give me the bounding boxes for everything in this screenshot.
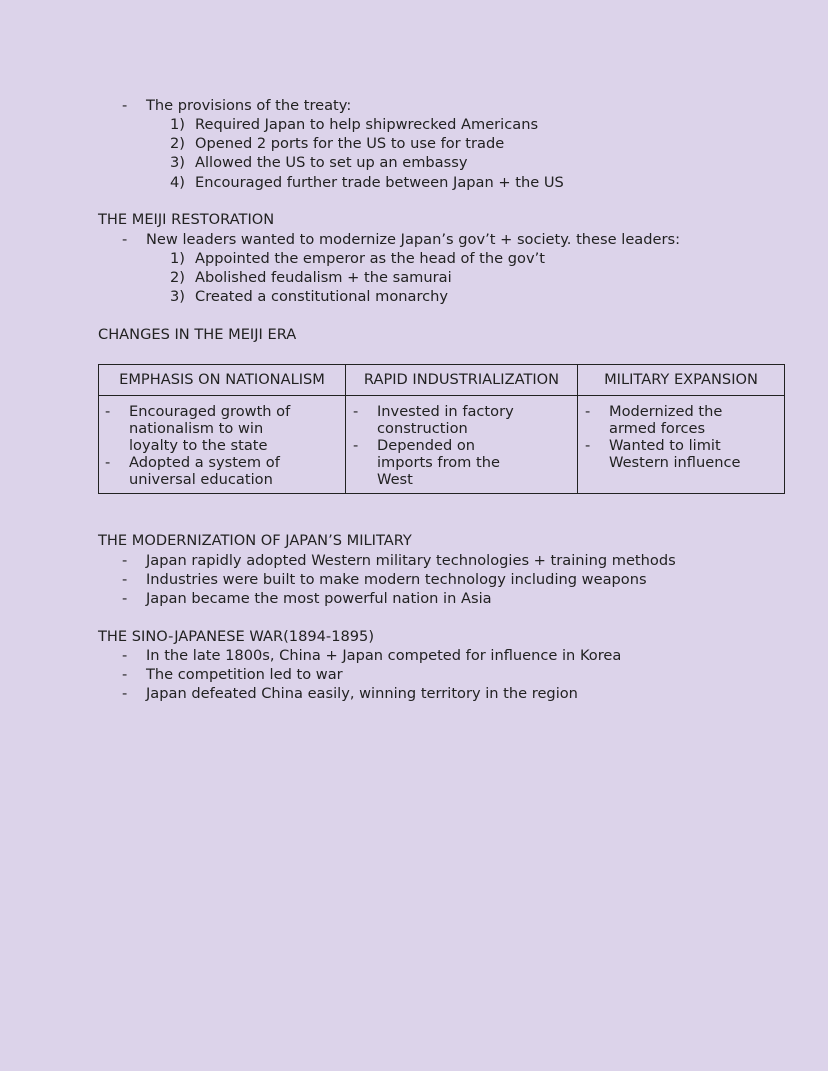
cell-text-line: Adopted a system of — [129, 454, 280, 471]
cell-text-line: West — [377, 471, 413, 488]
treaty-item-number: 2) — [170, 135, 185, 152]
meiji-item-number: 3) — [170, 288, 185, 305]
list-item — [105, 454, 339, 488]
list-item: The competition led to war — [146, 666, 343, 683]
section-heading-military: THE MODERNIZATION OF JAPAN’S MILITARY — [98, 532, 412, 549]
meiji-item-number: 2) — [170, 269, 185, 286]
column-header: EMPHASIS ON NATIONALISM — [99, 365, 346, 396]
meiji-item: Abolished feudalism + the samurai — [195, 269, 452, 286]
column-header: RAPID INDUSTRIALIZATION — [346, 365, 578, 396]
bullet-dash: - — [105, 403, 111, 420]
bullet-dash: - — [122, 97, 128, 114]
cell-text-line: Invested in factory — [377, 403, 514, 420]
bullet-dash: - — [105, 454, 111, 471]
list-item: In the late 1800s, China + Japan competed for influence in Korea — [146, 647, 622, 664]
cell-text-line: Western influence — [609, 454, 741, 471]
cell-text-line: construction — [377, 420, 468, 437]
bullet-dash: - — [585, 403, 591, 420]
cell-text-line: universal education — [129, 471, 273, 488]
section-heading-sino-japanese-war: THE SINO-JAPANESE WAR(1894-1895) — [98, 628, 375, 645]
cell-text-line: Wanted to limit — [609, 437, 721, 454]
table-cell-industrialization — [346, 396, 578, 494]
treaty-item-number: 4) — [170, 174, 185, 191]
treaty-intro: The provisions of the treaty: — [146, 97, 352, 114]
treaty-item: Opened 2 ports for the US to use for trade — [195, 135, 505, 152]
list-item — [585, 403, 781, 437]
treaty-item: Encouraged further trade between Japan + the US — [195, 174, 564, 191]
meiji-item: Appointed the emperor as the head of the gov’t — [195, 250, 545, 267]
section-heading-changes: CHANGES IN THE MEIJI ERA — [98, 326, 297, 343]
bullet-dash: - — [122, 647, 128, 664]
section-heading-meiji-restoration: THE MEIJI RESTORATION — [98, 211, 275, 228]
bullet-dash: - — [122, 231, 128, 248]
treaty-item: Required Japan to help shipwrecked Americans — [195, 116, 539, 133]
bullet-dash: - — [353, 403, 359, 420]
table-header-row — [99, 365, 785, 396]
cell-text-line: nationalism to win — [129, 420, 264, 437]
table-row — [99, 396, 785, 494]
treaty-item-number: 1) — [170, 116, 185, 133]
list-item — [585, 437, 781, 471]
cell-text-line: armed forces — [609, 420, 706, 437]
bullet-dash: - — [122, 590, 128, 607]
meiji-intro: New leaders wanted to modernize Japan’s gov’t + society. these leaders: — [146, 231, 680, 248]
table-cell-nationalism — [99, 396, 346, 494]
cell-text-line: loyalty to the state — [129, 437, 268, 454]
list-item — [105, 403, 339, 454]
bullet-dash: - — [122, 571, 128, 588]
bullet-dash: - — [585, 437, 591, 454]
bullet-dash: - — [122, 666, 128, 683]
list-item — [353, 437, 572, 488]
list-item: Industries were built to make modern technology including weapons — [146, 571, 647, 588]
cell-text-line: Depended on — [377, 437, 476, 454]
list-item: Japan became the most powerful nation in Asia — [146, 590, 492, 607]
changes-table — [98, 364, 785, 494]
column-header: MILITARY EXPANSION — [578, 365, 785, 396]
bullet-dash: - — [122, 552, 128, 569]
treaty-item-number: 3) — [170, 154, 185, 171]
treaty-item: Allowed the US to set up an embassy — [195, 154, 468, 171]
cell-text-line: imports from the — [377, 454, 500, 471]
list-item: Japan defeated China easily, winning territory in the region — [146, 685, 578, 702]
cell-text-line: Modernized the — [609, 403, 723, 420]
table-cell-military — [578, 396, 785, 494]
meiji-item-number: 1) — [170, 250, 185, 267]
cell-text-line: Encouraged growth of — [129, 403, 291, 420]
bullet-dash: - — [122, 685, 128, 702]
list-item — [353, 403, 572, 437]
meiji-item: Created a constitutional monarchy — [195, 288, 449, 305]
bullet-dash: - — [353, 437, 359, 454]
list-item: Japan rapidly adopted Western military technologies + training methods — [146, 552, 676, 569]
